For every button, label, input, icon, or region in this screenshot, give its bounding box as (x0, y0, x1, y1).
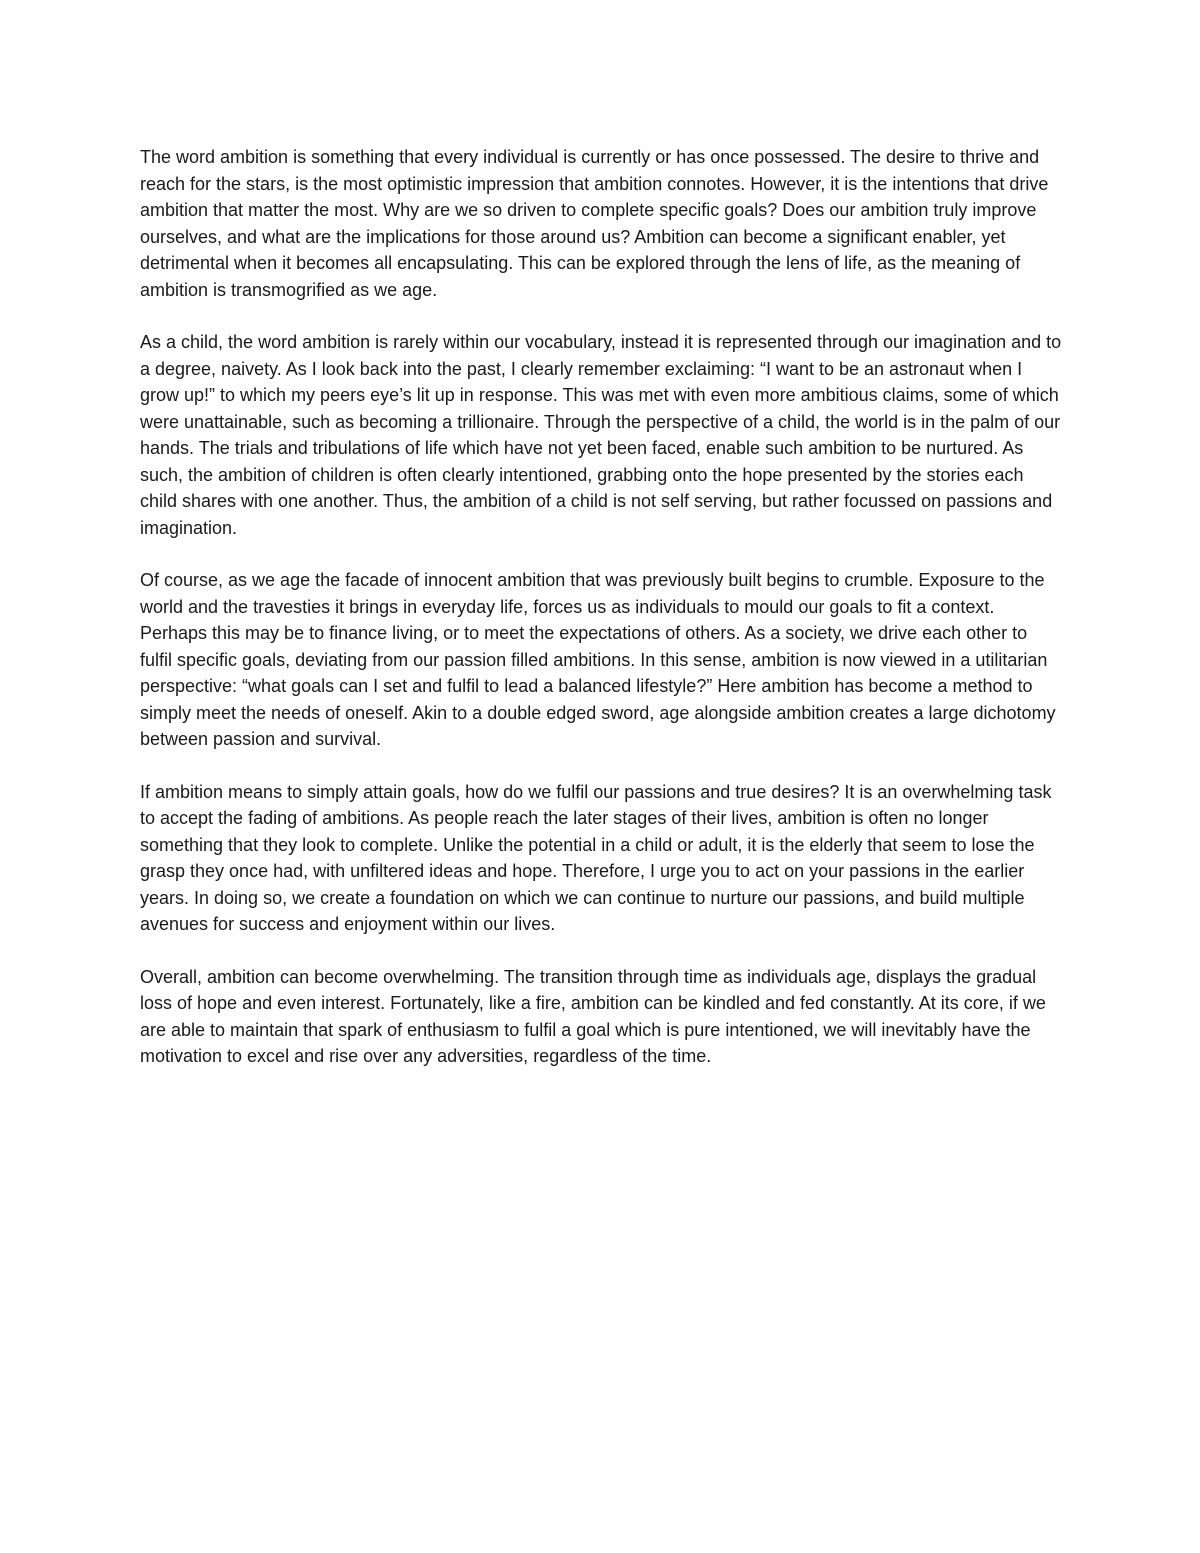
document-body (140, 144, 1062, 1096)
paragraph-adulthood: Of course, as we age the facade of innocent ambition that was previously built begins to crumble. Exposure to the world and the travesties it brings in everyday life, forces us as individuals to mould our goals to fit a context. Perhaps this may be to finance living, or to meet the expectations of others. As a society, we drive each other to fulfil specific goals, deviating from our passion filled ambitions. In this sense, ambition is now viewed in a utilitarian perspective: “what goals can I set and fulfil to lead a balanced lifestyle?” Here ambition has become a method to simply meet the needs of oneself. Akin to a double edged sword, age alongside ambition creates a large dichotomy between passion and survival. (140, 570, 1056, 749)
paragraph-elderly: If ambition means to simply attain goals, how do we fulfil our passions and true desires? It is an overwhelming task to accept the fading of ambitions. As people reach the later stages of their lives, ambition is often no longer something that they look to complete. Unlike the potential in a child or adult, it is the elderly that seem to lose the grasp they once had, with unfiltered ideas and hope. Therefore, I urge you to act on your passions in the earlier years. In doing so, we create a foundation on which we can continue to nurture our passions, and build multiple avenues for success and enjoyment within our lives. (140, 781, 1052, 934)
paragraph-conclusion: Overall, ambition can become overwhelming. The transition through time as individuals age, displays the gradual loss of hope and even interest. Fortunately, like a fire, ambition can be kindled and fed constantly. At its core, if we are able to maintain that spark of enthusiasm to fulfil a goal which is pure intentioned, we will inevitably have the motivation to excel and rise over any adversities, regardless of the time. (140, 966, 1046, 1066)
paragraph-childhood: As a child, the word ambition is rarely within our vocabulary, instead it is represented through our imagination and to a degree, naivety. As I look back into the past, I clearly remember exclaiming: “I want to be an astronaut when I grow up!” to which my peers eye’s lit up in response. This was met with even more ambitious claims, some of which were unattainable, such as becoming a trillionaire. Through the perspective of a child, the world is in the palm of our hands. The trials and tribulations of life which have not yet been faced, enable such ambition to be nurtured. As such, the ambition of children is often clearly intentioned, grabbing onto the hope presented by the stories each child shares with one another. Thus, the ambition of a child is not self serving, but rather focussed on passions and imagination. (140, 332, 1062, 538)
paragraph-intro: The word ambition is something that every individual is currently or has once possessed. The desire to thrive and reach for the stars, is the most optimistic impression that ambition connotes. However, it is the intentions that drive ambition that matter the most. Why are we so driven to complete specific goals? Does our ambition truly improve ourselves, and what are the implications for those around us? Ambition can become a significant enabler, yet detrimental when it becomes all encapsulating. This can be explored through the lens of life, as the meaning of ambition is transmogrified as we age. (140, 147, 1049, 300)
